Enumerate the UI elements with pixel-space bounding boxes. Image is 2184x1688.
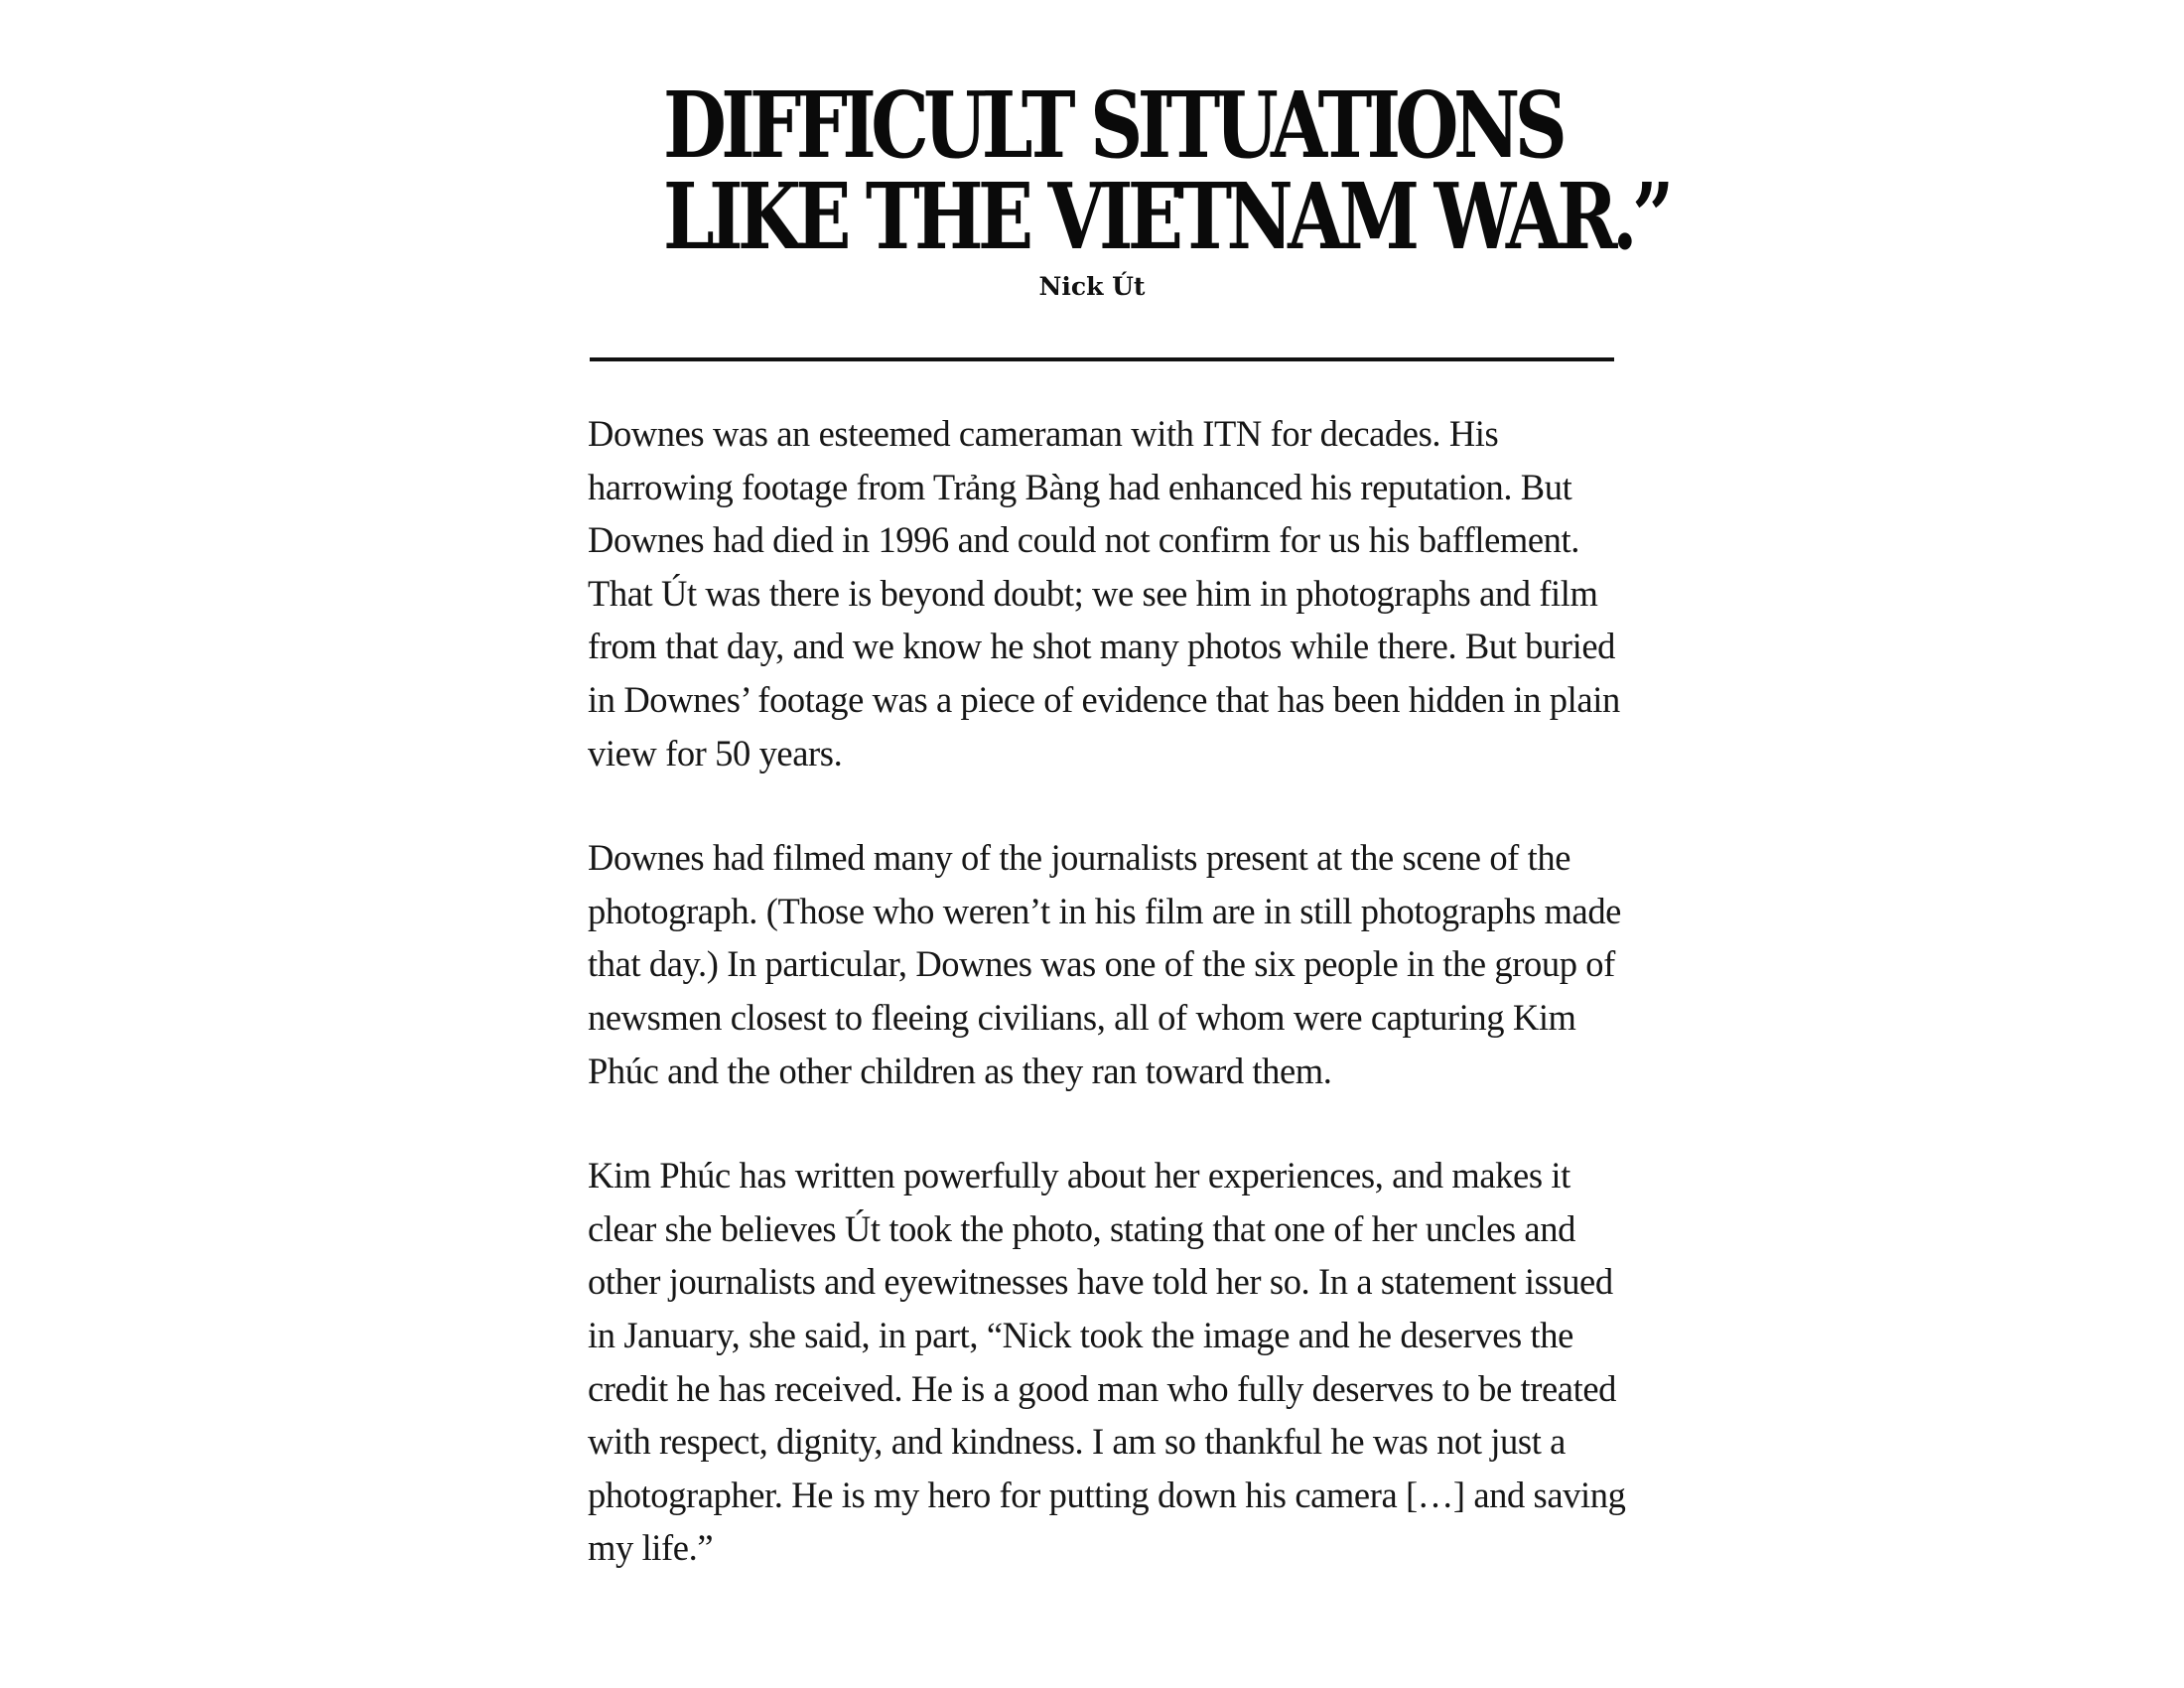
article-paragraph-3: Kim Phúc has written powerfully about her experiences, and makes it clear she believes Út took the photo, stating that one of her uncles and other journalists and eyewitnesses have told her so. In a statement issued in January, she said, in part, “Nick took the image and he deserves the credit he has received. He is a good man who fully deserves to be treated with respect, dignity, and kindness. I am so thankful he was not just a photographer. He is my hero for putting down his camera […] and saving my life.” (588, 1155, 1626, 1569)
article-paragraph-1: Downes was an esteemed cameraman with ITN for decades. His harrowing footage from Trảng Bàng had enhanced his reputation. But Downes had died in 1996 and could not confirm for us his bafflement. That Út was there is beyond doubt; we see him in photographs and film from that day, and we know he shot many photos while there. But buried in Downes’ footage was a piece of evidence that has been hidden in plain view for 50 years. (588, 413, 1620, 774)
article-paragraph-2: Downes had filmed many of the journalists present at the scene of the photograph. (Those who weren’t in his film are in still photographs made that day.) In particular, Downes was one of the six people in the group of newsmen closest to fleeing civilians, all of whom were capturing Kim Phúc and the other children as they ran toward them. (588, 837, 1621, 1091)
pull-quote-attribution: Nick Út (1038, 272, 1146, 301)
divider-rule (590, 357, 1614, 361)
pull-quote-line-1: DIFFICULT SITUATIONS (663, 71, 1563, 179)
pull-quote (556, 71, 1669, 302)
article-body (588, 407, 1630, 1626)
pull-quote-line-2: LIKE THE VIETNAM WAR.” (663, 163, 1669, 270)
